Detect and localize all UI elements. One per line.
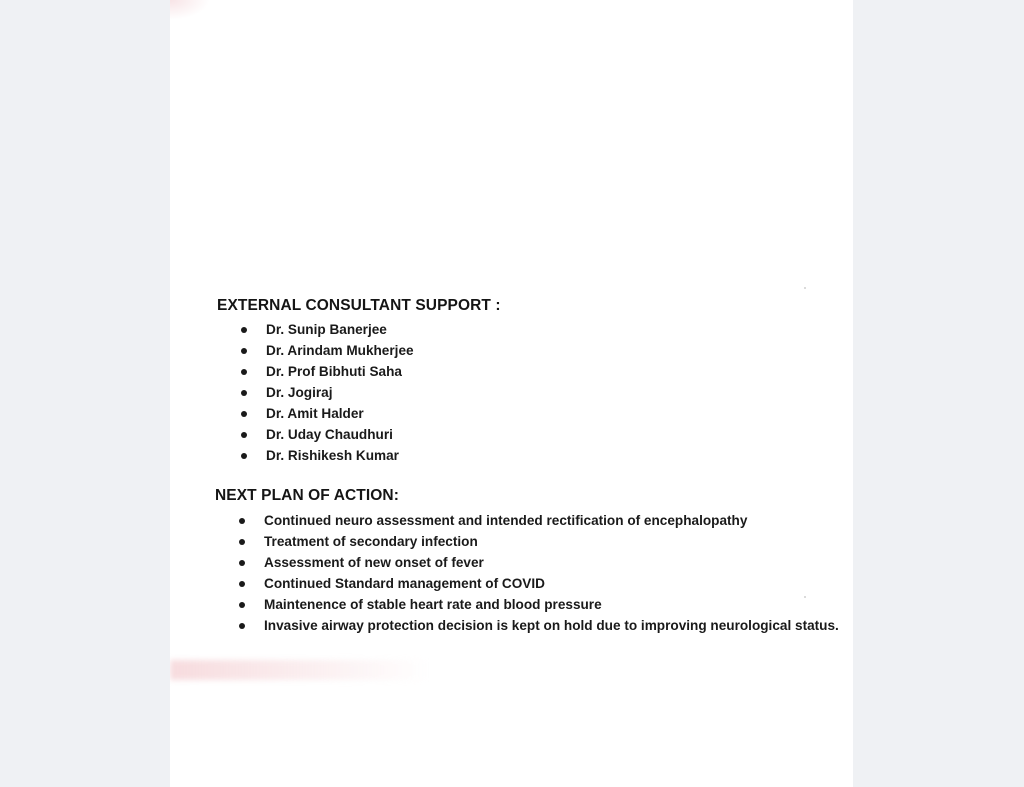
- bullet-icon: [241, 432, 247, 438]
- list-item: [239, 615, 839, 636]
- list-item: [241, 340, 414, 361]
- plan-item-text: Treatment of secondary infection: [264, 534, 478, 549]
- consultant-name: Dr. Rishikesh Kumar: [266, 448, 399, 463]
- list-item: [241, 382, 414, 403]
- plan-item-text: Invasive airway protection decision is kept on hold due to improving neurological status.: [264, 618, 839, 633]
- list-item: [239, 510, 839, 531]
- bullet-icon: [241, 390, 247, 396]
- bullet-icon: [239, 623, 245, 629]
- plan-item-text: Maintenence of stable heart rate and blood pressure: [264, 597, 602, 612]
- scan-smudge: [170, 660, 430, 680]
- list-item: [239, 573, 839, 594]
- list-item: [241, 445, 414, 466]
- scan-smudge: [170, 0, 210, 20]
- bullet-icon: [239, 602, 245, 608]
- bullet-icon: [241, 327, 247, 333]
- consultant-name: Dr. Jogiraj: [266, 385, 333, 400]
- external-consultant-heading: EXTERNAL CONSULTANT SUPPORT :: [217, 297, 501, 314]
- consultant-name: Dr. Prof Bibhuti Saha: [266, 364, 402, 379]
- list-item: [241, 424, 414, 445]
- document-page: [170, 0, 853, 787]
- list-item: [241, 319, 414, 340]
- bullet-icon: [239, 560, 245, 566]
- bullet-icon: [241, 348, 247, 354]
- external-consultant-list: [241, 319, 414, 466]
- consultant-name: Dr. Arindam Mukherjee: [266, 343, 414, 358]
- list-item: [239, 531, 839, 552]
- list-item: [241, 361, 414, 382]
- plan-item-text: Assessment of new onset of fever: [264, 555, 484, 570]
- next-plan-list: [239, 510, 839, 636]
- bullet-icon: [239, 581, 245, 587]
- plan-item-text: Continued neuro assessment and intended rectification of encephalopathy: [264, 513, 748, 528]
- consultant-name: Dr. Uday Chaudhuri: [266, 427, 393, 442]
- bullet-icon: [239, 539, 245, 545]
- plan-item-text: Continued Standard management of COVID: [264, 576, 545, 591]
- consultant-name: Dr. Sunip Banerjee: [266, 322, 387, 337]
- bullet-icon: [241, 369, 247, 375]
- bullet-icon: [241, 453, 247, 459]
- next-plan-heading: NEXT PLAN OF ACTION:: [215, 487, 399, 504]
- list-item: [241, 403, 414, 424]
- scan-speck: [804, 287, 806, 289]
- list-item: [239, 594, 839, 615]
- consultant-name: Dr. Amit Halder: [266, 406, 364, 421]
- bullet-icon: [241, 411, 247, 417]
- bullet-icon: [239, 518, 245, 524]
- scan-speck: [804, 596, 806, 598]
- list-item: [239, 552, 839, 573]
